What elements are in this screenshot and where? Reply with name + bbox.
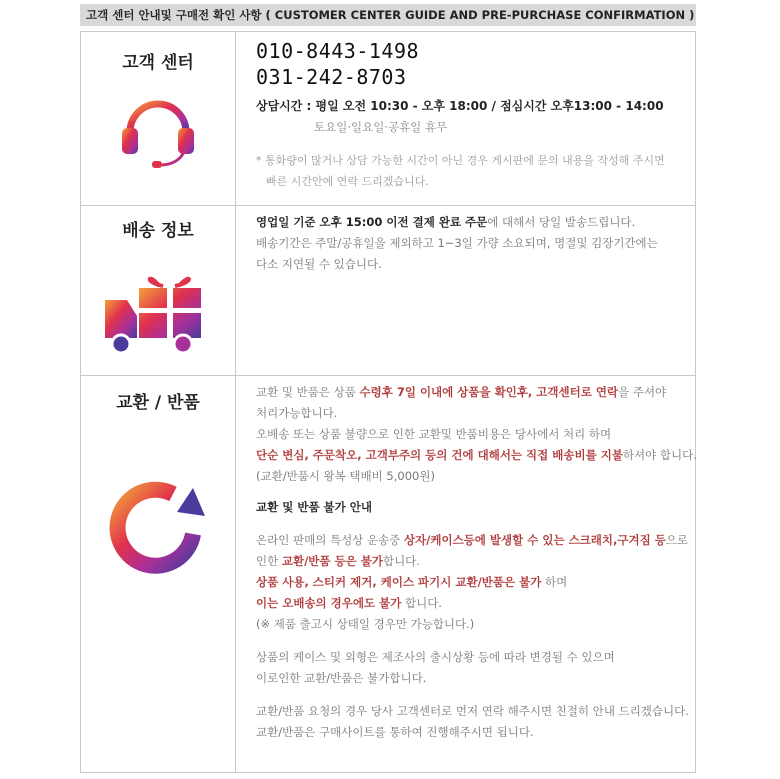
customer-center-row xyxy=(81,32,695,206)
request-note-1: 교환/반품 요청의 경우 당사 고객센터로 먼저 연락 해주시면 친절히 안내 드리겠습니다. xyxy=(256,704,689,718)
customer-center-label: 고객 센터 xyxy=(122,53,194,73)
shipping-cutoff: 영업일 기준 오후 15:00 이전 결제 완료 주문 xyxy=(256,215,488,229)
shipping-line-1 xyxy=(256,212,695,233)
no-return-line-1 xyxy=(256,530,695,551)
customer-center-content xyxy=(236,32,695,205)
no-return-title: 교환 및 반품 불가 안내 xyxy=(256,500,372,514)
exchange-line-5: (교환/반품시 왕복 택배비 5,000원) xyxy=(256,469,435,483)
exchange-text: 합니다. xyxy=(401,596,442,610)
exchange-line-3: 오배송 또는 상품 불량으로 인한 교환및 반품비용은 당사에서 처리 하며 xyxy=(256,427,612,441)
exchange-highlight: 상품 사용, 스티커 제거, 케이스 파기시 교환/반품은 불가 xyxy=(256,575,542,589)
shipping-cell xyxy=(81,206,236,375)
shipping-row xyxy=(81,206,695,376)
exchange-text: 합니다. xyxy=(382,554,420,568)
call-note-2: 빠른 시간안에 연락 드리겠습니다. xyxy=(266,175,429,188)
shipping-line-3: 다소 지연될 수 있습니다. xyxy=(256,257,382,271)
exchange-text: 교환 및 반품은 상품 xyxy=(256,385,360,399)
no-return-line-2 xyxy=(256,551,695,572)
shipping-line-2: 배송기간은 주말/공휴일을 제외하고 1~3일 가량 소요되며, 명절및 김장기간에는 xyxy=(256,236,658,250)
exchange-label: 교환 / 반품 xyxy=(116,393,200,413)
exchange-line-1 xyxy=(256,382,695,403)
exchange-highlight: 수령후 7일 이내에 상품을 확인후, 고객센터로 연락 xyxy=(359,385,619,399)
case-note-2: 이로인한 교환/반품은 불가합니다. xyxy=(256,671,427,685)
exchange-text: 하셔야 합니다. xyxy=(622,448,697,462)
headset-icon xyxy=(118,90,198,170)
customer-center-cell xyxy=(81,32,236,205)
exchange-text: 으로 xyxy=(665,533,689,547)
refresh-arrow-icon xyxy=(107,476,207,576)
no-return-line-5: (※ 제품 출고시 상태일 경우만 가능합니다.) xyxy=(256,617,475,631)
holiday-note: 토요일·일요일·공휴일 휴무 xyxy=(314,120,448,134)
gift-truck-icon xyxy=(103,266,213,356)
shipping-label: 배송 정보 xyxy=(122,221,194,241)
exchange-text: 인한 xyxy=(256,554,282,568)
request-note-2: 교환/반품은 구매사이트를 통하여 진행해주시면 됩니다. xyxy=(256,725,534,739)
no-return-line-4 xyxy=(256,593,695,614)
call-note-1: * 통화량이 많거나 상담 가능한 시간이 아닌 경우 게시판에 문의 내용을 작성해 주시면 xyxy=(256,154,665,167)
consult-hours: 상담시간 : 평일 오전 10:30 - 오후 18:00 / 점심시간 오후13:00 - 14:00 xyxy=(256,99,664,113)
exchange-line-4 xyxy=(256,445,695,466)
phone-2: 031-242-8703 xyxy=(256,65,407,89)
exchange-cell xyxy=(81,376,236,772)
info-table xyxy=(80,31,696,773)
page-title: 고객 센터 안내및 구매전 확인 사항 ( CUSTOMER CENTER GUIDE AND PRE-PURCHASE CONFIRMATION ) xyxy=(80,4,696,26)
exchange-content xyxy=(236,376,695,772)
exchange-row xyxy=(81,376,695,772)
exchange-text: 하며 xyxy=(541,575,568,589)
no-return-line-3 xyxy=(256,572,695,593)
exchange-text: 을 주셔야 xyxy=(618,385,667,399)
exchange-text: 온라인 판매의 특성상 운송중 xyxy=(256,533,404,547)
exchange-highlight: 단순 변심, 주문착오, 고객부주의 등의 건에 대해서는 직접 배송비를 지불 xyxy=(256,448,623,462)
exchange-line-2: 처리가능합니다. xyxy=(256,406,338,420)
exchange-highlight: 상자/케이스등에 발생할 수 있는 스크래치,구겨짐 등 xyxy=(403,533,666,547)
phone-1: 010-8443-1498 xyxy=(256,39,420,63)
shipping-same-day: 에 대해서 당일 발송드립니다. xyxy=(487,215,636,229)
shipping-content xyxy=(236,206,695,375)
case-note-1: 상품의 케이스 및 외형은 제조사의 출시상황 등에 따라 변경될 수 있으며 xyxy=(256,650,615,664)
exchange-highlight: 교환/반품 등은 불가 xyxy=(281,554,383,568)
exchange-highlight: 이는 오배송의 경우에도 불가 xyxy=(256,596,402,610)
